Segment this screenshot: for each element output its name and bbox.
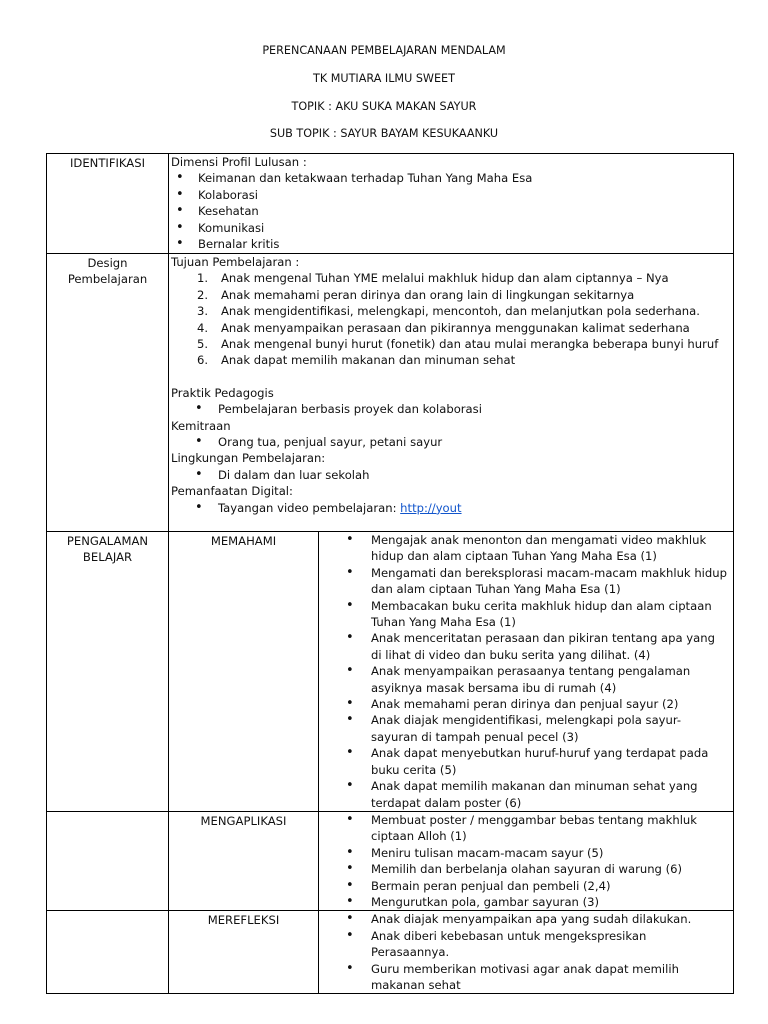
- label-design: [47, 254, 169, 532]
- label-merefleksi: [169, 911, 319, 994]
- memahami-label: MEMAHAMI: [210, 534, 277, 548]
- design-label-2: Pembelajaran: [67, 272, 148, 287]
- list-item: • Anak menyampaikan perasaanya tentang pengalaman asyiknya masak bersama ibu di rumah (4): [319, 663, 733, 696]
- pengalaman-label-1: PENGALAMAN: [66, 534, 149, 548]
- tujuan-title: Tujuan Pembelajaran :: [171, 255, 300, 269]
- list-item: • Anak diajak menyampaikan apa yang sudah dilakukan.: [319, 911, 733, 927]
- list-item: 3. Anak mengidentifikasi, melengkapi, mencontoh, dan melanjutkan pola sederhana.: [197, 304, 700, 319]
- list-item: 6. Anak dapat memilih makanan dan minuman sehat: [197, 353, 516, 368]
- digital-title: Pemanfaatan Digital:: [171, 484, 293, 499]
- list-item: 4. Anak menyampaikan perasaan dan pikirannya menggunakan kalimat sederhana: [197, 320, 690, 335]
- list-item: • Membacakan buku cerita makhluk hidup dan alam ciptaan Tuhan Yang Maha Esa (1): [319, 598, 733, 631]
- identifikasi-label: IDENTIFIKASI: [69, 156, 146, 170]
- list-item: • Komunikasi: [171, 220, 733, 236]
- list-item: • Tayangan video pembelajaran: http://yout: [171, 500, 733, 516]
- digital-list: [171, 500, 733, 516]
- school-name: TK MUTIARA ILMU SWEET: [313, 72, 455, 85]
- list-item: • Kesehatan: [171, 203, 733, 219]
- list-item: • Anak diberi kebebasan untuk mengekspresikan Perasaannya.: [319, 928, 733, 961]
- list-item: • Membuat poster / menggambar bebas tentang makhluk ciptaan Alloh (1): [319, 812, 733, 845]
- list-item: • Mengajak anak menonton dan mengamati video makhluk hidup dan alam ciptaan Tuhan Yang Maha Esa (1): [319, 532, 733, 565]
- kemitraan-title: Kemitraan: [171, 418, 231, 433]
- list-item: • Guru memberikan motivasi agar anak dapat memilih makanan sehat: [319, 961, 733, 994]
- label-pengalaman: [47, 532, 169, 812]
- empty-cell: [47, 911, 169, 994]
- row-design: [47, 254, 734, 532]
- row-mengaplikasi: [47, 811, 734, 910]
- list-item: • Anak dapat menyebutkan huruf-huruf yang terdapat pada buku cerita (5): [319, 745, 733, 778]
- empty-cell: [47, 811, 169, 910]
- list-item: • Anak dapat memilih makanan dan minuman sehat yang terdapat dalam poster (6): [319, 778, 733, 811]
- pengalaman-label-2: BELAJAR: [82, 550, 133, 565]
- mengaplikasi-content: [319, 811, 734, 910]
- praktik-list: [171, 401, 733, 417]
- merefleksi-label: MEREFLEKSI: [207, 913, 280, 928]
- list-item: • Meniru tulisan macam-macam sayur (5): [319, 845, 733, 861]
- lingkungan-title: Lingkungan Pembelajaran:: [171, 451, 326, 466]
- identifikasi-content: [169, 154, 734, 254]
- lesson-plan-table: [46, 153, 734, 994]
- lingkungan-list: [171, 467, 733, 483]
- label-identifikasi: [47, 154, 169, 254]
- list-item: • Orang tua, penjual sayur, petani sayur: [171, 434, 733, 450]
- praktik-title: Praktik Pedagogis: [171, 385, 274, 400]
- tujuan-list: [171, 270, 733, 368]
- list-item: 2. Anak memahami peran dirinya dan orang lain di lingkungan sekitarnya: [197, 287, 635, 302]
- list-item: • Mengurutkan pola, gambar sayuran (3): [319, 894, 733, 910]
- list-item: • Bermain peran penjual dan pembeli (2,4): [319, 878, 733, 894]
- label-memahami: [169, 532, 319, 812]
- mengaplikasi-list: [319, 812, 733, 910]
- list-item: • Bernalar kritis: [171, 236, 733, 252]
- design-label-1: Design: [87, 256, 128, 270]
- row-merefleksi: [47, 911, 734, 994]
- design-content: [169, 254, 734, 532]
- list-item: • Mengamati dan bereksplorasi macam-macam makhluk hidup dan alam ciptaan Tuhan Yang Maha Esa (1): [319, 565, 733, 598]
- list-item: • Kolaborasi: [171, 187, 733, 203]
- topic: TOPIK : AKU SUKA MAKAN SAYUR: [291, 100, 477, 113]
- merefleksi-list: [319, 911, 733, 993]
- row-identifikasi: [47, 154, 734, 254]
- list-item: • Anak memahami peran dirinya dan penjual sayur (2): [319, 696, 733, 712]
- dimensi-title: Dimensi Profil Lulusan :: [171, 155, 307, 169]
- memahami-content: [319, 532, 734, 812]
- merefleksi-content: [319, 911, 734, 994]
- memahami-list: [319, 532, 733, 811]
- list-item: • Memilih dan berbelanja olahan sayuran di warung (6): [319, 861, 733, 877]
- label-mengaplikasi: [169, 811, 319, 910]
- kemitraan-list: [171, 434, 733, 450]
- dimensi-list: [171, 170, 733, 252]
- sub-topic: SUB TOPIK : SAYUR BAYAM KESUKAANKU: [269, 127, 499, 140]
- row-memahami: [47, 532, 734, 812]
- list-item: • Anak diajak mengidentifikasi, melengkapi pola sayur-sayuran di tampah penual pecel (3): [319, 712, 733, 745]
- document-title: PERENCANAAN PEMBELAJARAN MENDALAM: [262, 44, 506, 57]
- list-item: 5. Anak mengenal bunyi hurut (fonetik) dan atau mulai merangka beberapa bunyi huruf: [197, 337, 719, 352]
- mengaplikasi-label: MENGAPLIKASI: [200, 813, 287, 828]
- list-item: • Keimanan dan ketakwaan terhadap Tuhan Yang Maha Esa: [171, 170, 733, 186]
- video-link[interactable]: http://yout: [400, 500, 462, 515]
- list-item: • Pembelajaran berbasis proyek dan kolaborasi: [171, 401, 733, 417]
- list-item: • Anak menceritatan perasaan dan pikiran tentang apa yang di lihat di video dan buku serita yang dilihat. (4): [319, 630, 733, 663]
- list-item: 1. Anak mengenal Tuhan YME melalui makhluk hidup dan alam ciptannya – Nya: [197, 271, 669, 286]
- list-item: • Di dalam dan luar sekolah: [171, 467, 733, 483]
